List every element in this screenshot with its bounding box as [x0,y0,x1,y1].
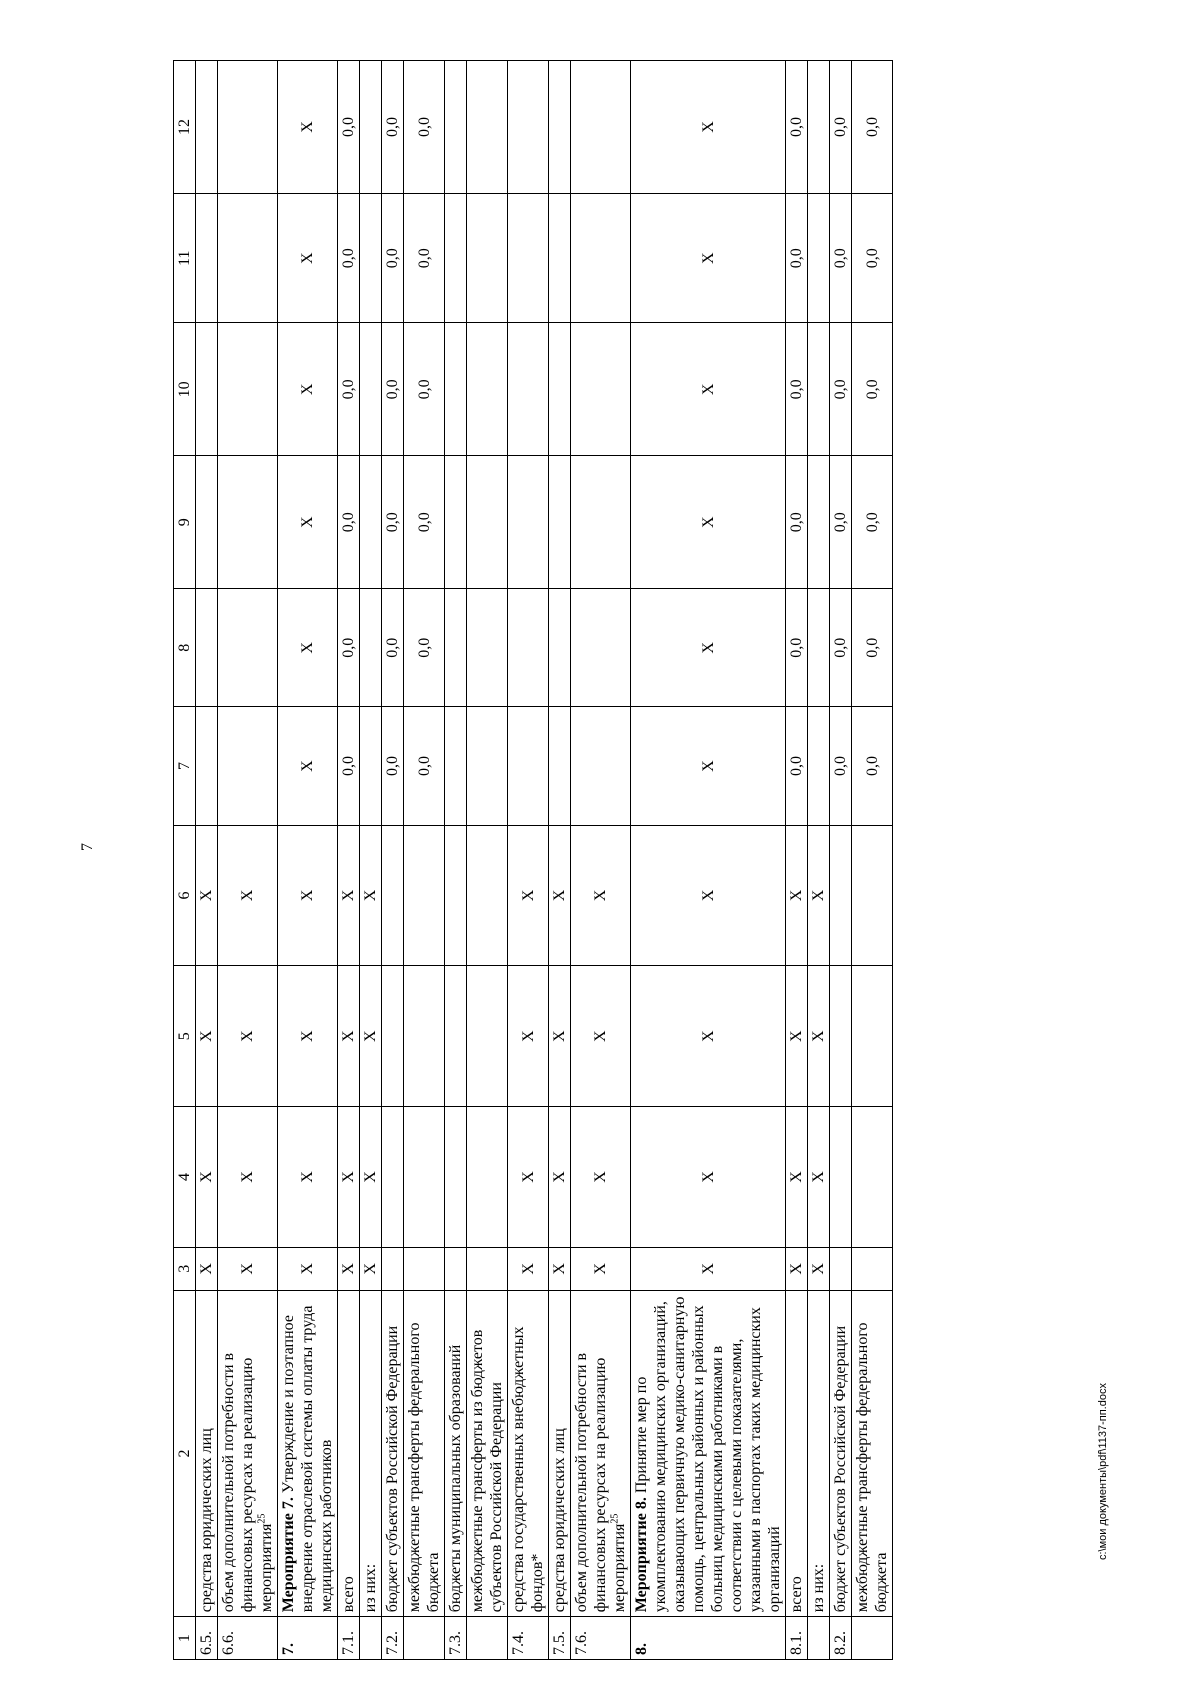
cell-col-6 [467,825,508,966]
cell-col-9 [808,456,830,589]
cell-col-9 [467,456,508,589]
row-label-text: из них: [362,1563,379,1613]
cell-col-11: 0,0 [404,193,445,322]
cell-col-12: 0,0 [338,61,360,194]
row-label [508,1290,549,1617]
row-number: 7.1. [338,1617,360,1660]
column-header-1: 1 [174,1617,196,1660]
row-label [360,1290,382,1617]
cell-col-3: X [808,1247,830,1290]
table-row [278,61,338,1660]
cell-col-12 [571,61,631,194]
row-label-text: Утверждение и поэтапное внедрение отраслевой системы оплаты труда медицинских работников [280,1305,335,1613]
cell-col-12: 0,0 [830,61,852,194]
row-label-text: межбюджетные трансферты федерального бюджета [406,1322,442,1613]
cell-col-6 [852,825,893,966]
cell-col-8: 0,0 [830,589,852,707]
cell-col-5: X [549,966,571,1107]
cell-col-11 [445,193,467,322]
cell-col-4 [445,1107,467,1248]
cell-col-4: X [278,1107,338,1248]
row-label [467,1290,508,1617]
cell-col-11: 0,0 [382,193,404,322]
cell-col-9: 0,0 [830,456,852,589]
cell-col-7 [218,707,278,825]
cell-col-5 [382,966,404,1107]
cell-col-5: X [508,966,549,1107]
row-label [631,1290,786,1617]
row-label [808,1290,830,1617]
row-label-text: Принятие мер по укомплектованию медицинских организаций, оказывающих первичную медико-санитарную помощь, центральных районных и районных больниц медицинскими работниками в соответствии с целевыми показателями, указанными в паспортах таких медицинских организаций [633,1296,783,1613]
cell-col-3: X [571,1247,631,1290]
footnote-ref: 25 [256,1513,268,1524]
row-number: 6.6. [218,1617,278,1660]
cell-col-9: 0,0 [338,456,360,589]
cell-col-3 [404,1247,445,1290]
cell-col-6: X [218,825,278,966]
cell-col-12 [549,61,571,194]
cell-col-5: X [786,966,808,1107]
cell-col-5: X [360,966,382,1107]
table-row [445,61,467,1660]
row-number: 8.1. [786,1617,808,1660]
cell-col-6: X [508,825,549,966]
row-label [196,1290,218,1617]
cell-col-4: X [571,1107,631,1248]
cell-col-11 [508,193,549,322]
column-header-5: 5 [174,966,196,1107]
cell-col-4 [382,1107,404,1248]
cell-col-7: X [631,707,786,825]
cell-col-7 [571,707,631,825]
cell-col-3 [830,1247,852,1290]
cell-col-7 [360,707,382,825]
row-label [830,1290,852,1617]
column-header-8: 8 [174,589,196,707]
cell-col-7 [808,707,830,825]
cell-col-6: X [808,825,830,966]
event-title: Мероприятие 7. [280,1497,297,1613]
cell-col-7 [508,707,549,825]
row-number: 8. [631,1617,786,1660]
cell-col-7: X [278,707,338,825]
cell-col-10 [196,323,218,456]
cell-col-3: X [786,1247,808,1290]
cell-col-5 [445,966,467,1107]
column-header-9: 9 [174,456,196,589]
cell-col-8: X [631,589,786,707]
cell-col-6: X [631,825,786,966]
row-number: 8.2. [830,1617,852,1660]
column-header-7: 7 [174,707,196,825]
table-row [360,61,382,1660]
row-label-text: средства юридических лиц [551,1428,568,1613]
cell-col-10: 0,0 [382,323,404,456]
cell-col-8: 0,0 [786,589,808,707]
cell-col-4: X [218,1107,278,1248]
row-number: 7.2. [382,1617,404,1660]
cell-col-8 [571,589,631,707]
table-row [786,61,808,1660]
cell-col-8 [467,589,508,707]
table-row [571,61,631,1660]
row-label-text: средства юридических лиц [198,1428,215,1613]
cell-col-12: 0,0 [382,61,404,194]
cell-col-9: X [278,456,338,589]
cell-col-7: 0,0 [786,707,808,825]
table-row [631,61,786,1660]
footnote-ref: 25 [609,1513,621,1524]
cell-col-11: X [631,193,786,322]
cell-col-5: X [338,966,360,1107]
cell-col-11 [360,193,382,322]
cell-col-9 [549,456,571,589]
cell-col-10 [360,323,382,456]
cell-col-7: 0,0 [852,707,893,825]
cell-col-12 [360,61,382,194]
cell-col-12 [196,61,218,194]
cell-col-7: 0,0 [404,707,445,825]
row-number [467,1617,508,1660]
row-label-text: бюджет субъектов Российской Федерации [384,1325,401,1613]
event-title: Мероприятие 8. [633,1497,650,1613]
cell-col-8: 0,0 [852,589,893,707]
cell-col-3: X [631,1247,786,1290]
cell-col-7: 0,0 [830,707,852,825]
cell-col-12: 0,0 [786,61,808,194]
cell-col-11 [808,193,830,322]
table-row [808,61,830,1660]
row-label-text: межбюджетные трансферты из бюджетов субъектов Российской Федерации [469,1329,505,1613]
table-row [338,61,360,1660]
row-number: 7.6. [571,1617,631,1660]
row-label [338,1290,360,1617]
row-number [852,1617,893,1660]
cell-col-11 [218,193,278,322]
cell-col-5 [852,966,893,1107]
cell-col-8: X [278,589,338,707]
cell-col-10 [549,323,571,456]
cell-col-11 [467,193,508,322]
cell-col-3: X [508,1247,549,1290]
cell-col-7: 0,0 [338,707,360,825]
cell-col-10 [571,323,631,456]
column-header-12: 12 [174,61,196,194]
cell-col-4 [852,1107,893,1248]
table-row [549,61,571,1660]
cell-col-10 [445,323,467,456]
cell-col-12: X [631,61,786,194]
cell-col-6: X [338,825,360,966]
cell-col-9 [508,456,549,589]
table-row [196,61,218,1660]
table-body [196,61,893,1660]
row-label-text: объем дополнительной потребности в финансовых ресурсах на реализацию мероприятия [573,1352,628,1613]
cell-col-5 [467,966,508,1107]
row-label-text: бюджет субъектов Российской Федерации [832,1325,849,1613]
cell-col-11: 0,0 [830,193,852,322]
cell-col-9: 0,0 [382,456,404,589]
row-label [852,1290,893,1617]
cell-col-8 [360,589,382,707]
cell-col-6 [830,825,852,966]
cell-col-4 [467,1107,508,1248]
row-label-text: всего [340,1576,357,1613]
cell-col-10: 0,0 [830,323,852,456]
cell-col-6 [445,825,467,966]
cell-col-3: X [218,1247,278,1290]
cell-col-4: X [196,1107,218,1248]
cell-col-11 [549,193,571,322]
cell-col-6 [382,825,404,966]
cell-col-12 [808,61,830,194]
row-number: 7.4. [508,1617,549,1660]
page-number: 7 [79,843,96,851]
table-row [830,61,852,1660]
cell-col-10 [508,323,549,456]
row-label [571,1290,631,1617]
cell-col-4: X [631,1107,786,1248]
cell-col-10: 0,0 [404,323,445,456]
row-label-text: бюджеты муниципальных образований [447,1344,464,1613]
row-label [278,1290,338,1617]
cell-col-11: X [278,193,338,322]
cell-col-8: 0,0 [338,589,360,707]
cell-col-6 [404,825,445,966]
cell-col-9 [196,456,218,589]
cell-col-7 [196,707,218,825]
cell-col-10: 0,0 [338,323,360,456]
cell-col-3 [852,1247,893,1290]
cell-col-8 [445,589,467,707]
cell-col-4: X [338,1107,360,1248]
row-label [404,1290,445,1617]
cell-col-4: X [786,1107,808,1248]
cell-col-5: X [571,966,631,1107]
row-number [360,1617,382,1660]
cell-col-11 [571,193,631,322]
cell-col-6: X [571,825,631,966]
cell-col-7: 0,0 [382,707,404,825]
cell-col-8 [549,589,571,707]
cell-col-8: 0,0 [382,589,404,707]
cell-col-10 [467,323,508,456]
cell-col-5 [830,966,852,1107]
cell-col-6: X [196,825,218,966]
cell-col-8 [196,589,218,707]
cell-col-12: 0,0 [404,61,445,194]
cell-col-5: X [278,966,338,1107]
table-row [382,61,404,1660]
cell-col-3 [382,1247,404,1290]
column-header-2: 2 [174,1290,196,1617]
cell-col-9: 0,0 [852,456,893,589]
column-header-4: 4 [174,1107,196,1248]
row-label-text: средства государственных внебюджетных фондов* [510,1326,546,1613]
cell-col-6: X [786,825,808,966]
cell-col-5: X [808,966,830,1107]
row-label-text: межбюджетные трансферты федерального бюджета [854,1322,890,1613]
table-row [404,61,445,1660]
table-row [852,61,893,1660]
row-number: 7.3. [445,1617,467,1660]
cell-col-7 [445,707,467,825]
cell-col-11: 0,0 [786,193,808,322]
column-header-11: 11 [174,193,196,322]
column-header-6: 6 [174,825,196,966]
table-row [218,61,278,1660]
row-number: 7.5. [549,1617,571,1660]
cell-col-11 [196,193,218,322]
cell-col-8 [808,589,830,707]
cell-col-9 [571,456,631,589]
cell-col-9 [360,456,382,589]
cell-col-4: X [808,1107,830,1248]
cell-col-10: 0,0 [786,323,808,456]
cell-col-8 [508,589,549,707]
cell-col-10: X [278,323,338,456]
cell-col-10: 0,0 [852,323,893,456]
cell-col-8: 0,0 [404,589,445,707]
cell-col-5: X [196,966,218,1107]
footer-path: c:\мои документы\pdf\1137-пп.docx [1097,1383,1109,1560]
cell-col-3: X [196,1247,218,1290]
cell-col-10 [218,323,278,456]
row-number: 7. [278,1617,338,1660]
cell-col-10: X [631,323,786,456]
row-label-text: объем дополнительной потребности в финансовых ресурсах на реализацию мероприятия [220,1352,275,1613]
cell-col-7 [467,707,508,825]
cell-col-9 [445,456,467,589]
cell-col-9: 0,0 [786,456,808,589]
row-label [549,1290,571,1617]
row-label-text: из них: [810,1563,827,1613]
cell-col-3: X [278,1247,338,1290]
cell-col-5: X [218,966,278,1107]
cell-col-11: 0,0 [338,193,360,322]
cell-col-10 [808,323,830,456]
cell-col-3 [445,1247,467,1290]
cell-col-5 [404,966,445,1107]
cell-col-3: X [360,1247,382,1290]
cell-col-7 [549,707,571,825]
cell-col-9 [218,456,278,589]
header-row [174,61,196,1660]
row-label [382,1290,404,1617]
column-header-3: 3 [174,1247,196,1290]
cell-col-6: X [278,825,338,966]
row-number [404,1617,445,1660]
cell-col-8 [218,589,278,707]
cell-col-6: X [360,825,382,966]
cell-col-12 [445,61,467,194]
cell-col-4: X [508,1107,549,1248]
budget-table [173,60,893,1660]
cell-col-6: X [549,825,571,966]
cell-col-3 [467,1247,508,1290]
column-header-10: 10 [174,323,196,456]
cell-col-4 [830,1107,852,1248]
budget-table-container [173,60,1113,1660]
cell-col-3: X [549,1247,571,1290]
table-row [467,61,508,1660]
cell-col-9: 0,0 [404,456,445,589]
cell-col-12: X [278,61,338,194]
row-label [445,1290,467,1617]
cell-col-12: 0,0 [852,61,893,194]
row-label [218,1290,278,1617]
row-label-text: всего [788,1576,805,1613]
cell-col-11: 0,0 [852,193,893,322]
cell-col-12 [218,61,278,194]
row-label [786,1290,808,1617]
cell-col-12 [467,61,508,194]
cell-col-5: X [631,966,786,1107]
cell-col-4: X [549,1107,571,1248]
cell-col-4 [404,1107,445,1248]
cell-col-12 [508,61,549,194]
cell-col-9: X [631,456,786,589]
cell-col-4: X [360,1107,382,1248]
table-row [508,61,549,1660]
cell-col-3: X [338,1247,360,1290]
row-number: 6.5. [196,1617,218,1660]
row-number [808,1617,830,1660]
